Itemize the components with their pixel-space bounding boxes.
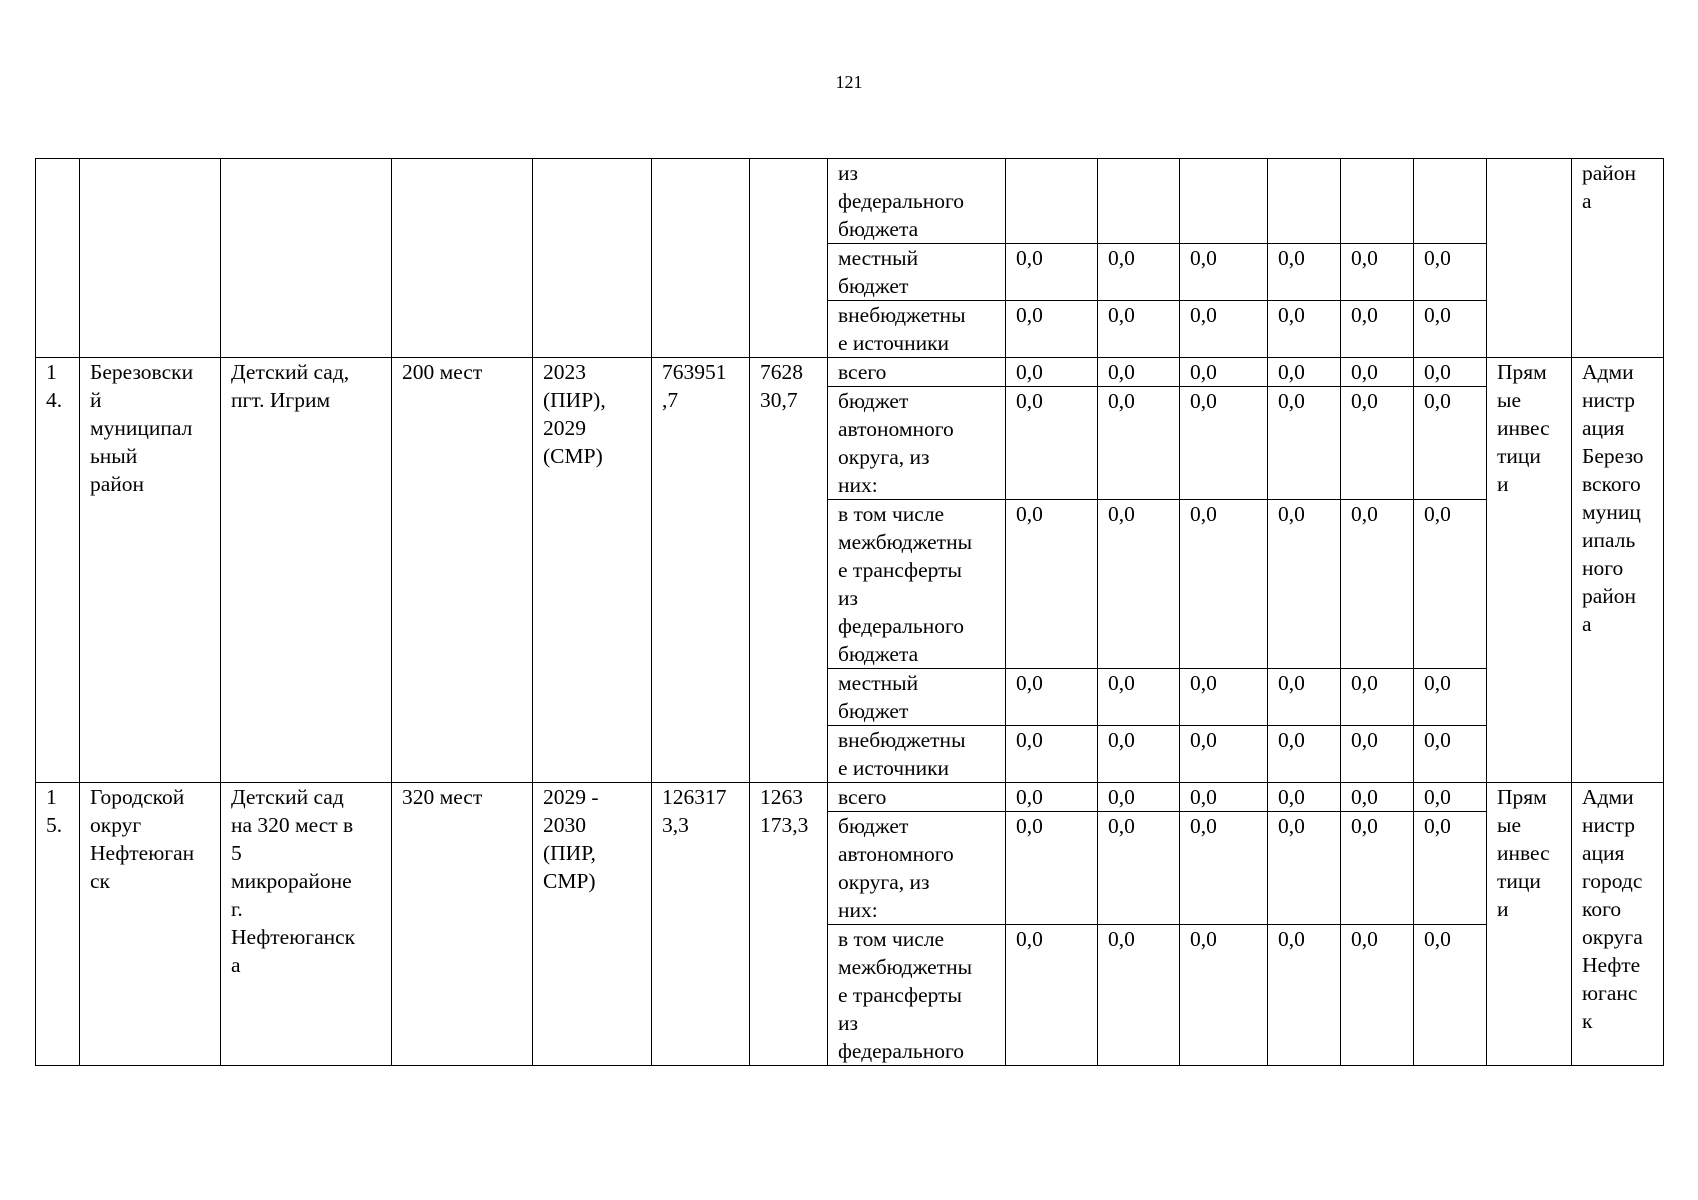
value-cell: 0,0 xyxy=(1180,500,1268,669)
source-label: в том числе межбюджетны е трансферты из федерального бюджета xyxy=(828,500,1006,669)
value-cell: 0,0 xyxy=(1180,925,1268,1066)
value-cell: 0,0 xyxy=(1006,387,1098,500)
value-cell: 0,0 xyxy=(1268,812,1341,925)
period xyxy=(533,159,652,358)
investment-table xyxy=(35,158,1664,1066)
value-cell: 0,0 xyxy=(1006,244,1098,301)
investment-type: Прям ые инвес тици и xyxy=(1487,783,1572,1066)
total-cost: 763951 ,7 xyxy=(652,358,750,783)
value-cell: 0,0 xyxy=(1098,812,1180,925)
responsible-admin: район а xyxy=(1572,159,1664,358)
value-cell: 0,0 xyxy=(1098,358,1180,387)
value-cell xyxy=(1180,159,1268,244)
value-cell: 0,0 xyxy=(1341,387,1414,500)
value-cell: 0,0 xyxy=(1414,726,1487,783)
source-label: в том числе межбюджетны е трансферты из федерального xyxy=(828,925,1006,1066)
table-row xyxy=(36,159,1664,244)
value-cell: 0,0 xyxy=(1180,726,1268,783)
municipality xyxy=(80,159,221,358)
responsible-admin: Адми нистр ация городс кого округа Нефте юганс к xyxy=(1572,783,1664,1066)
remaining-cost xyxy=(750,159,828,358)
value-cell: 0,0 xyxy=(1268,358,1341,387)
value-cell: 0,0 xyxy=(1341,726,1414,783)
table-row xyxy=(36,358,1664,387)
value-cell: 0,0 xyxy=(1414,244,1487,301)
source-label: внебюджетны е источники xyxy=(828,726,1006,783)
value-cell: 0,0 xyxy=(1098,301,1180,358)
value-cell: 0,0 xyxy=(1268,387,1341,500)
value-cell: 0,0 xyxy=(1268,669,1341,726)
value-cell: 0,0 xyxy=(1268,726,1341,783)
period: 2029 - 2030 (ПИР, СМР) xyxy=(533,783,652,1066)
value-cell: 0,0 xyxy=(1341,244,1414,301)
value-cell: 0,0 xyxy=(1098,500,1180,669)
value-cell xyxy=(1098,159,1180,244)
period: 2023 (ПИР), 2029 (СМР) xyxy=(533,358,652,783)
value-cell: 0,0 xyxy=(1098,925,1180,1066)
entry-number: 1 5. xyxy=(36,783,80,1066)
value-cell: 0,0 xyxy=(1268,925,1341,1066)
value-cell: 0,0 xyxy=(1006,726,1098,783)
source-label: из федерального бюджета xyxy=(828,159,1006,244)
value-cell: 0,0 xyxy=(1180,669,1268,726)
value-cell: 0,0 xyxy=(1341,783,1414,812)
source-label: бюджет автономного округа, из них: xyxy=(828,387,1006,500)
source-label: всего xyxy=(828,783,1006,812)
source-label: внебюджетны е источники xyxy=(828,301,1006,358)
value-cell: 0,0 xyxy=(1098,669,1180,726)
value-cell: 0,0 xyxy=(1268,783,1341,812)
value-cell: 0,0 xyxy=(1268,301,1341,358)
value-cell: 0,0 xyxy=(1341,500,1414,669)
value-cell: 0,0 xyxy=(1006,669,1098,726)
source-label: всего xyxy=(828,358,1006,387)
value-cell: 0,0 xyxy=(1180,387,1268,500)
value-cell: 0,0 xyxy=(1180,301,1268,358)
value-cell: 0,0 xyxy=(1414,358,1487,387)
object-name: Детский сад, пгт. Игрим xyxy=(221,358,392,783)
value-cell: 0,0 xyxy=(1098,783,1180,812)
value-cell: 0,0 xyxy=(1268,244,1341,301)
remaining-cost: 1263 173,3 xyxy=(750,783,828,1066)
value-cell: 0,0 xyxy=(1341,669,1414,726)
value-cell: 0,0 xyxy=(1006,500,1098,669)
value-cell: 0,0 xyxy=(1414,669,1487,726)
value-cell: 0,0 xyxy=(1414,812,1487,925)
municipality: Городской округ Нефтеюган ск xyxy=(80,783,221,1066)
value-cell: 0,0 xyxy=(1414,301,1487,358)
entry-number: 1 4. xyxy=(36,358,80,783)
value-cell: 0,0 xyxy=(1098,244,1180,301)
capacity: 200 мест xyxy=(392,358,533,783)
object-name: Детский сад на 320 мест в 5 микрорайоне г. Нефтеюганск а xyxy=(221,783,392,1066)
value-cell xyxy=(1268,159,1341,244)
responsible-admin: Адми нистр ация Березо вского муниц ипаль ного район а xyxy=(1572,358,1664,783)
value-cell: 0,0 xyxy=(1006,358,1098,387)
remaining-cost: 7628 30,7 xyxy=(750,358,828,783)
source-label: местный бюджет xyxy=(828,244,1006,301)
value-cell: 0,0 xyxy=(1341,358,1414,387)
value-cell: 0,0 xyxy=(1098,726,1180,783)
value-cell: 0,0 xyxy=(1006,783,1098,812)
value-cell: 0,0 xyxy=(1180,244,1268,301)
value-cell: 0,0 xyxy=(1341,925,1414,1066)
value-cell: 0,0 xyxy=(1268,500,1341,669)
value-cell: 0,0 xyxy=(1006,925,1098,1066)
value-cell: 0,0 xyxy=(1180,812,1268,925)
page-number: 121 xyxy=(835,72,863,92)
investment-type xyxy=(1487,159,1572,358)
table-row xyxy=(36,783,1664,812)
value-cell: 0,0 xyxy=(1414,500,1487,669)
total-cost xyxy=(652,159,750,358)
value-cell: 0,0 xyxy=(1414,783,1487,812)
capacity: 320 мест xyxy=(392,783,533,1066)
value-cell xyxy=(1341,159,1414,244)
source-label: бюджет автономного округа, из них: xyxy=(828,812,1006,925)
value-cell: 0,0 xyxy=(1180,783,1268,812)
value-cell: 0,0 xyxy=(1180,358,1268,387)
value-cell: 0,0 xyxy=(1006,812,1098,925)
value-cell: 0,0 xyxy=(1341,301,1414,358)
value-cell: 0,0 xyxy=(1414,387,1487,500)
value-cell: 0,0 xyxy=(1414,925,1487,1066)
object-name xyxy=(221,159,392,358)
investment-type: Прям ые инвес тици и xyxy=(1487,358,1572,783)
capacity xyxy=(392,159,533,358)
municipality: Березовски й муниципал ьный район xyxy=(80,358,221,783)
value-cell: 0,0 xyxy=(1006,301,1098,358)
entry-number xyxy=(36,159,80,358)
value-cell xyxy=(1414,159,1487,244)
total-cost: 126317 3,3 xyxy=(652,783,750,1066)
value-cell: 0,0 xyxy=(1098,387,1180,500)
value-cell xyxy=(1006,159,1098,244)
value-cell: 0,0 xyxy=(1341,812,1414,925)
source-label: местный бюджет xyxy=(828,669,1006,726)
